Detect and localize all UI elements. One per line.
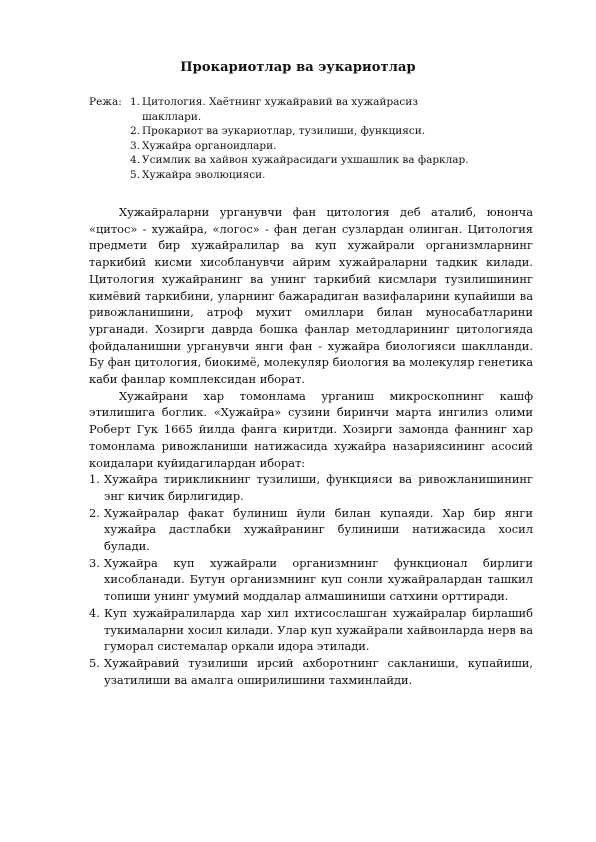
list-item-number: 2. (89, 505, 100, 520)
list-item (89, 471, 533, 504)
plan-item-text: Усимлик ва хайвон хужайрасидаги ухшашлик ва фарклар. (142, 154, 469, 167)
list-item (89, 555, 533, 605)
list-item (89, 655, 533, 688)
plan-item-text: Прокариот ва эукариотлар, тузилиши, функцияси. (142, 125, 426, 138)
list-item (89, 605, 533, 655)
plan-item (89, 168, 529, 183)
plan-item-number: 4. (130, 154, 141, 167)
plan-item-number: 1. (130, 96, 141, 108)
list-item-text: Хужайралар факат булиниш йули билан купаяди. Хар бир янги хужайра дастлабки хужайранинг булиниши натижасида хосил булади. (104, 505, 533, 554)
list-item-text: Хужайра куп хужайрали организмнинг функционал бирлиги хисобланади. Бутун организмнинг куп сонли хужайралардан ташкил топиши унинг умумий моддалар алмашиниши сатхини орттиради. (104, 555, 533, 604)
document-body (89, 204, 533, 688)
plan-item-number: 2. (130, 125, 141, 138)
list-item-number: 4. (89, 605, 100, 620)
plan-item-text: Цитология. Хаётнинг хужайравий ва хужайрасиз (142, 96, 419, 108)
plan-item (89, 153, 529, 168)
list-item-text: Хужайра тирикликнинг тузилиши, функцияси ва ривожланишининг энг кичик бирлигидир. (104, 472, 533, 503)
plan-item (89, 124, 529, 139)
theory-list (89, 471, 533, 688)
plan-item-continuation: шакллари. (142, 110, 202, 123)
plan-section (89, 95, 529, 183)
plan-item-number: 3. (130, 139, 141, 152)
list-item-number: 5. (89, 655, 100, 670)
list-item-number: 3. (89, 555, 100, 570)
list-item-number: 1. (89, 472, 100, 487)
plan-item-number: 5. (130, 168, 141, 181)
plan-item (89, 139, 529, 154)
document-title: Прокариотлар ва эукариотлар (180, 60, 416, 75)
plan-item-text: Хужайра органоидлари. (142, 139, 277, 152)
list-item-text: Куп хужайралиларда хар хил ихтисослашган хужайралар бирлашиб тукималарни хосил килади. Улар куп хужайрали хайвонларда нерв ва гуморал системалар оркали идора этилади. (104, 605, 533, 654)
list-item (89, 505, 533, 555)
body-paragraph: Хужайрани хар томонлама урганиш микроскопнинг кашф этилишига боглик. «Хужайра» сузини биринчи марта ингилиз олими Роберт Гук 1665 йилда фанга киритди. Хозирги замонда фаннинг хар томонлама ривожланиши натижасида хужайра назариясининг асосий коидалари куйидагилардан иборат: (89, 388, 533, 470)
plan-item (89, 95, 529, 110)
body-paragraph: Хужайраларни урганувчи фан цитология деб аталиб, юнонча «цитос» - хужайра, «логос» - фан деган сузлардан олинган. Цитология предмети бир хужайралилар ва куп хужайрали организмларнинг таркибий кисми хисобланувчи айрим хужайраларни тадкик килади. Цитология хужайранинг ва унинг таркибий кисмлари тузилишининг кимёвий таркибини, уларнинг бажарадиган вазифаларини купайиши ва ривожланишини, атроф мухит омиллари билан муносабатларини урганади. Хозирги даврда бошка фанлар методларининг цитологияда фойдаланишни урганувчи янги фан - хужайра биологияси шаклланди. Бу фан цитология, биокимё, молекуляр биология ва молекуляр генетика каби фанлар комплексидан иборат. (89, 205, 533, 387)
plan-label: Режа: (89, 96, 122, 108)
plan-item-text: Хужайра эволюцияси. (142, 168, 266, 181)
list-item-text: Хужайравий тузилиши ирсий ахборотнинг сакланиши, купайиши, узатилиши ва амалга оширилишини тахминлайди. (104, 655, 533, 687)
